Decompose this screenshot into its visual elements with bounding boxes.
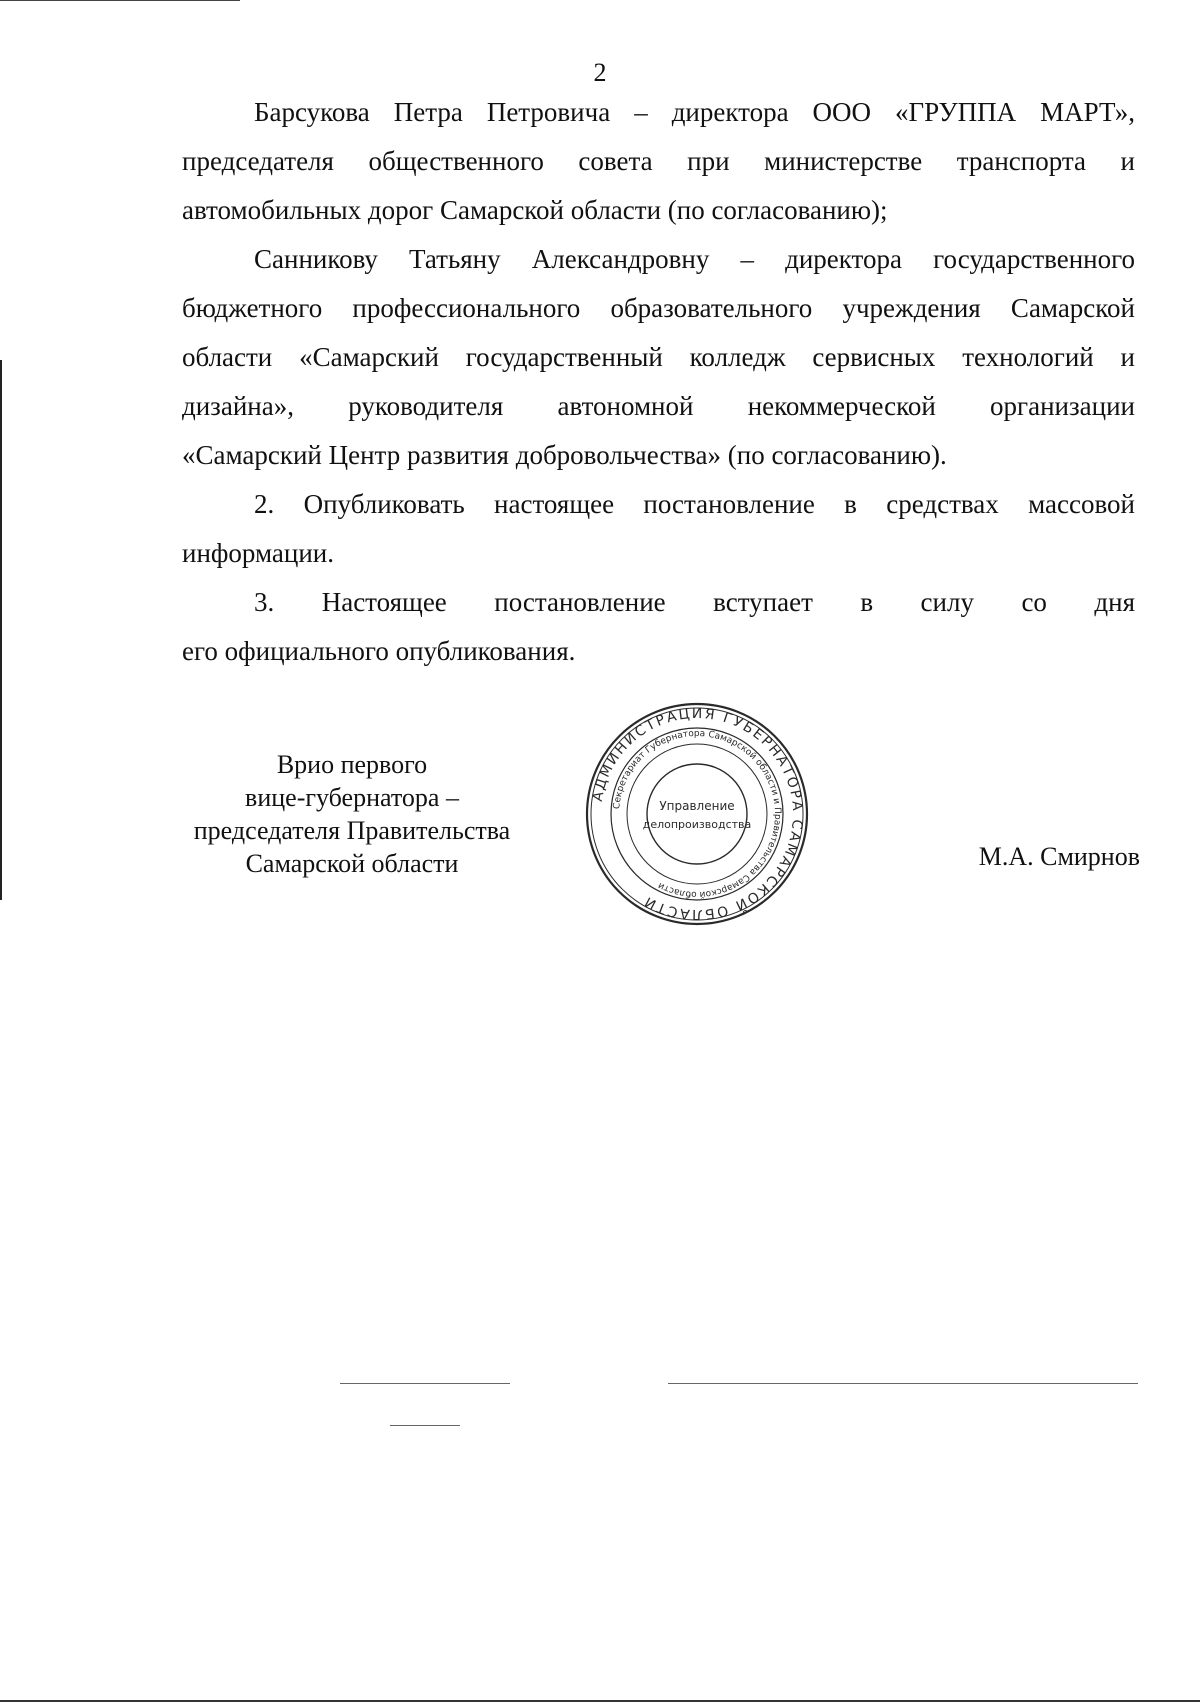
position-line: председателя Правительства [193, 816, 511, 845]
text-line: бюджетного профессионального образовательного учреждения Самарской [182, 293, 1135, 323]
text-line: Санникову Татьяну Александровну – директора государственного [254, 244, 1135, 274]
page-number: 2 [593, 58, 607, 87]
position-line: Самарской области [245, 849, 459, 878]
text-line: 2. Опубликовать настоящее постановление в средствах массовой [254, 489, 1135, 519]
signatory-position [170, 748, 534, 880]
paragraph-publish [182, 480, 1135, 578]
document-body [182, 88, 1135, 676]
text-line: его официального опубликования. [182, 636, 576, 666]
paragraph-sannikova [182, 235, 1135, 480]
official-seal [583, 700, 811, 928]
scan-artifact [668, 1383, 1138, 1384]
text-line: информации. [182, 538, 334, 568]
position-line: вице-губернатора – [245, 783, 459, 812]
seal-inner-text: Секретариат Губернатора Самарской области и Правительства Самарской области [612, 728, 783, 900]
seal-center-line: делопроизводства [642, 818, 752, 831]
text-line: автомобильных дорог Самарской области (по согласованию); [182, 195, 888, 225]
scan-edge-top [0, 0, 240, 1]
svg-text:Секретариат Губернатора Самарс [612, 729, 782, 899]
scan-artifact [340, 1383, 510, 1384]
signatory-name: М.А. Смирнов [978, 842, 1140, 871]
scan-artifact [390, 1425, 460, 1426]
seal-outer-text: АДМИНИСТРАЦИЯ ГУБЕРНАТОРА САМАРСКОЙ ОБЛАСТИ [589, 705, 806, 923]
text-line: Барсукова Петра Петровича – директора ООО «ГРУППА МАРТ», [254, 97, 1135, 127]
text-line: «Самарский Центр развития добровольчества» (по согласованию). [182, 440, 947, 470]
paragraph-barsukov [182, 88, 1135, 235]
text-line: дизайна», руководителя автономной некоммерческой организации [182, 391, 1135, 421]
seal-center-line: Управление [659, 799, 735, 813]
text-line: области «Самарский государственный колледж сервисных технологий и [182, 342, 1135, 372]
paragraph-effective [182, 578, 1135, 676]
scan-edge-left [0, 360, 2, 900]
scan-edge-bottom [0, 1700, 1200, 1702]
position-line: Врио первого [276, 750, 428, 779]
text-line: председателя общественного совета при министерстве транспорта и [182, 146, 1135, 176]
text-line: 3. Настоящее постановление вступает в силу со дня [254, 587, 1135, 617]
